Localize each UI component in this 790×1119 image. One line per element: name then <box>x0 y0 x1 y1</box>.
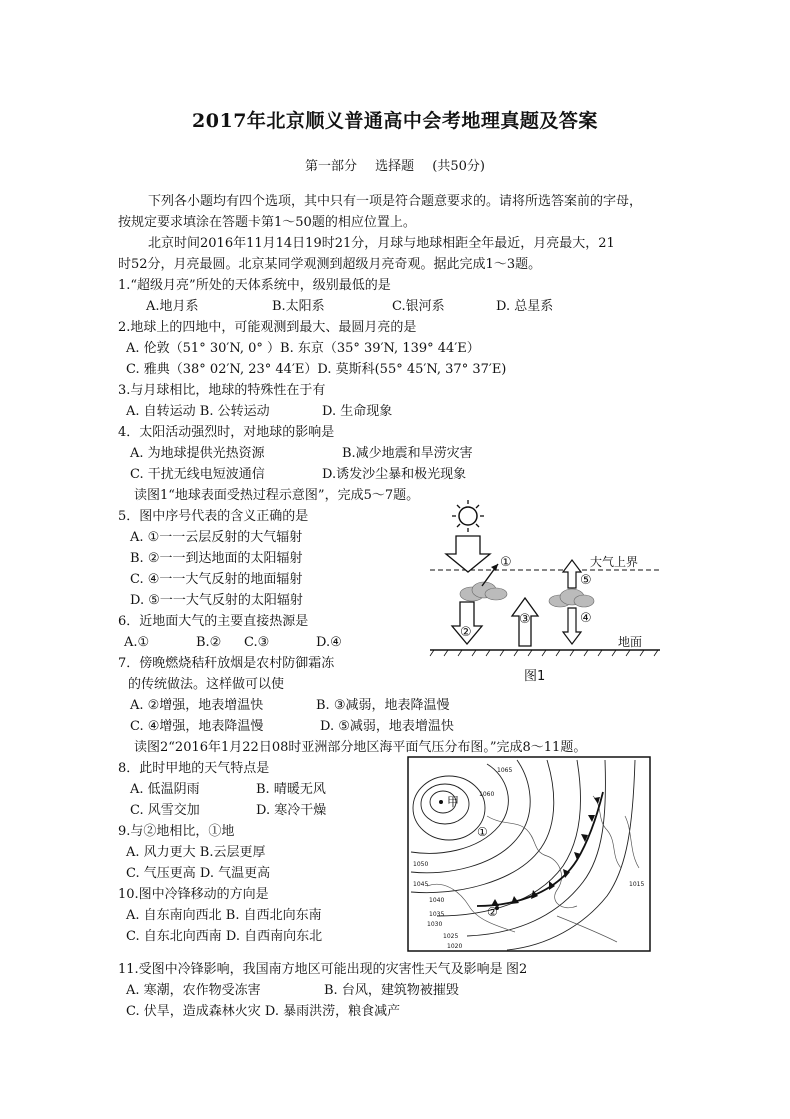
q7-option-a: A. ②增强，地表增温快 <box>130 698 264 713</box>
question-4-stem: 4．太阳活动强烈时，对地球的影响是 <box>118 425 335 440</box>
question-10-stem: 10.图中冷锋移动的方向是 <box>118 887 269 902</box>
q5-option-d: D. ⑤一一大气反射的太阳辐射 <box>130 593 303 608</box>
q1-option-c: C.银河系 <box>392 299 445 314</box>
q9-options-line-1: A. 风力更大 B.云层更厚 <box>126 845 266 860</box>
intro-line-1: 下列各小题均有四个选项，其中只有一项是符合题意要求的。请将所选答案前的字母， <box>148 194 643 209</box>
q10-options-line-2: C. 自东北向西南 D. 自西南向东北 <box>126 929 323 944</box>
marker-2: ② <box>460 625 472 640</box>
map-marker-1: ① <box>477 825 488 839</box>
q4-option-c: C. 干扰无线电短波通信 <box>130 467 265 482</box>
q6-option-a: A.① <box>124 635 150 650</box>
q6-option-c: C.③ <box>244 635 270 650</box>
page-title: 2017年北京顺义普通高中会考地理真题及答案 <box>192 110 598 132</box>
q4-option-d: D.诱发沙尘暴和极光现象 <box>322 467 467 482</box>
q1-option-b: B.太阳系 <box>272 299 325 314</box>
q8-option-c: C. 风雪交加 <box>130 803 200 818</box>
map-marker-2: ② <box>487 905 498 919</box>
isobar-label-1020: 1020 <box>447 943 463 950</box>
place-jia: 甲 <box>447 795 460 809</box>
q8-option-b: B. 晴暖无风 <box>256 782 326 797</box>
isobar-label-1045: 1045 <box>413 881 429 888</box>
figure-2-pressure-map <box>407 756 651 952</box>
cloud-icon-right <box>549 589 594 607</box>
sun-icon <box>452 500 484 532</box>
q7-option-d: D. ⑤减弱，地表增温快 <box>320 719 454 734</box>
q5-option-b: B. ②一一到达地面的太阳辐射 <box>130 551 303 566</box>
section-heading: 第一部分 选择题 (共50分) <box>305 159 485 174</box>
isobar-label-1030: 1030 <box>427 921 443 928</box>
label-ground: 地面 <box>618 635 643 649</box>
q10-options-line-1: A. 自东南向西北 B. 自西北向东南 <box>126 908 322 923</box>
passage-line-1: 北京时间2016年11月14日19时21分，月球与地球相距全年最近，月亮最大，21 <box>148 236 615 251</box>
isobar-label-1035: 1035 <box>429 911 445 918</box>
passage-line-2: 时52分，月亮最圆。北京某同学观测到超级月亮奇观。据此完成1～3题。 <box>118 257 542 272</box>
q11-options-line-2: C. 伏旱，造成森林火灾 D. 暴雨洪涝，粮食减产 <box>126 1004 401 1019</box>
marker-3: ③ <box>519 612 531 627</box>
isobar-label-1025: 1025 <box>443 933 459 940</box>
question-7-stem-2: 的传统做法。这样做可以使 <box>128 677 285 692</box>
figure-1-caption: 图1 <box>524 669 546 684</box>
isobar-label-1060: 1060 <box>479 791 495 798</box>
q2-options-line-2: C. 雅典（38° 02′N, 23° 44′E）D. 莫斯科(55° 45′N, 37° 37′E) <box>126 362 507 377</box>
arrow-4-atmospheric-back-radiation <box>563 608 581 644</box>
marker-4: ④ <box>580 611 592 626</box>
figure-2-caption: 图2 <box>506 962 528 977</box>
isobar-label-1065: 1065 <box>497 767 513 774</box>
q4-option-b: B.减少地震和旱涝灾害 <box>342 446 473 461</box>
q8-option-a: A. 低温阴雨 <box>130 782 200 797</box>
question-8-stem: 8．此时甲地的天气特点是 <box>118 761 270 776</box>
q8-option-d: D. 寒冷干燥 <box>256 803 327 818</box>
q6-option-b: B.② <box>196 635 222 650</box>
q1-option-d: D. 总星系 <box>496 299 554 314</box>
marker-5: ⑤ <box>580 573 592 588</box>
isobar-label-1015: 1015 <box>629 881 645 888</box>
q7-option-c: C. ④增强，地表降温慢 <box>130 719 264 734</box>
q1-option-a: A.地月系 <box>146 299 199 314</box>
q5-option-a: A. ①一一云层反射的大气辐射 <box>130 530 303 545</box>
figure-1-heating-diagram <box>420 498 670 688</box>
q6-option-d: D.④ <box>316 635 342 650</box>
question-2-stem: 2.地球上的四地中，可能观测到最大、最圆月亮的是 <box>118 320 417 335</box>
q3-options-ab: A. 自转运动 B. 公转运动 <box>126 404 270 419</box>
question-1-stem: 1.“超级月亮”所处的天体系统中，级别最低的是 <box>118 278 391 293</box>
label-atmosphere-top: 大气上界 <box>590 555 639 569</box>
isobar-label-1050: 1050 <box>413 861 429 868</box>
question-11-stem: 11.受图中冷锋影响，我国南方地区可能出现的灾害性天气及影响是 <box>118 962 503 977</box>
intro-line-2: 按规定要求填涂在答题卡第1～50题的相应位置上。 <box>118 215 416 230</box>
q4-option-a: A. 为地球提供光热资源 <box>130 446 265 461</box>
q5-option-c: C. ④一一大气反射的地面辐射 <box>130 572 303 587</box>
q11-option-a: A. 寒潮，农作物受冻害 <box>126 983 261 998</box>
q11-option-b: B. 台风，建筑物被摧毁 <box>324 983 459 998</box>
q2-options-line-1: A. 伦敦（51° 30′N, 0° ）B. 东京（35° 39′N, 139° 44′E） <box>126 341 480 356</box>
question-9-stem: 9.与②地相比，①地 <box>118 824 235 839</box>
question-7-stem-1: 7．傍晚燃烧秸秆放烟是农村防御霜冻 <box>118 656 335 671</box>
q7-option-b: B. ③减弱，地表降温慢 <box>316 698 450 713</box>
read-figure-2-instruction: 读图2“2016年1月22日08时亚洲部分地区海平面气压分布图。”完成8～11题。 <box>134 740 587 755</box>
question-3-stem: 3.与月球相比，地球的特殊性在于有 <box>118 383 326 398</box>
isobar-label-1040: 1040 <box>429 897 445 904</box>
question-6-stem: 6．近地面大气的主要直接热源是 <box>118 614 309 629</box>
q3-option-c: D. 生命现象 <box>322 404 393 419</box>
marker-1: ① <box>500 555 512 570</box>
question-5-stem: 5．图中序号代表的含义正确的是 <box>118 509 309 524</box>
q9-options-line-2: C. 气压更高 D. 气温更高 <box>126 866 271 881</box>
arrow-5-upward <box>563 560 581 588</box>
incoming-solar-arrow <box>446 536 490 572</box>
read-figure-1-instruction: 读图1“地球表面受热过程示意图”，完成5～7题。 <box>134 488 420 503</box>
